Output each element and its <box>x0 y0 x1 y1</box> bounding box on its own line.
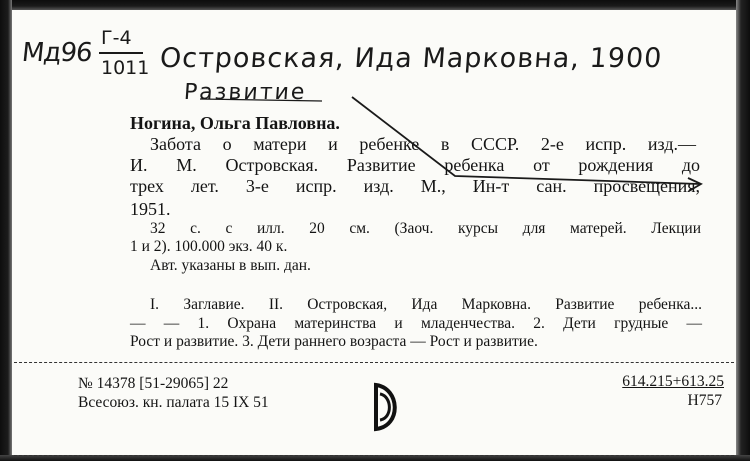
entry-line-2: И. М. Островская. Развитие ребенка от рождения до <box>130 155 700 175</box>
footer-number: № 14378 [51-29065] 22 <box>78 375 229 392</box>
tracing-line-3: Рост и развитие. 3. Дети раннего возраста — Рост и развитие. <box>130 333 538 350</box>
footer-udc: 614.215+613.25 <box>622 373 724 390</box>
collation-line-1: 32 с. с илл. 20 см. (Заоч. курсы для матерей. Лекции <box>150 220 701 237</box>
handwritten-author: Островская, Ида Марковна, 1900 <box>158 43 664 74</box>
footer-code: Н757 <box>687 392 722 409</box>
library-stamp-mark <box>372 382 402 432</box>
handwritten-fraction-bottom: 1011 <box>101 57 150 79</box>
handwritten-fraction-top: Г-4 <box>101 27 132 49</box>
collation-line-2: 1 и 2). 100.000 экз. 40 к. <box>130 238 288 255</box>
handwritten-title: Развитие <box>183 80 308 105</box>
entry-line-3: трех лет. 3-е испр. изд. М., Ин-т сан. просвещения, <box>130 176 700 196</box>
entry-line-1: Забота о матери и ребенке в СССР. 2-е испр. изд.— <box>150 134 696 154</box>
tracing-line-2: — — 1. Охрана материнства и младенчества. 2. Дети грудные — <box>130 315 702 332</box>
entry-author: Ногина, Ольга Павловна. <box>130 113 340 133</box>
tracing-line-1: I. Заглавие. II. Островская, Ида Марковна. Развитие ребенка... <box>150 296 702 313</box>
footer-chamber: Всесоюз. кн. палата 15 IX 51 <box>78 394 269 411</box>
handwritten-shelfmark: Мд96 <box>20 38 94 68</box>
entry-line-4: 1951. <box>130 199 171 219</box>
entry-note: Авт. указаны в вып. дан. <box>150 257 311 274</box>
